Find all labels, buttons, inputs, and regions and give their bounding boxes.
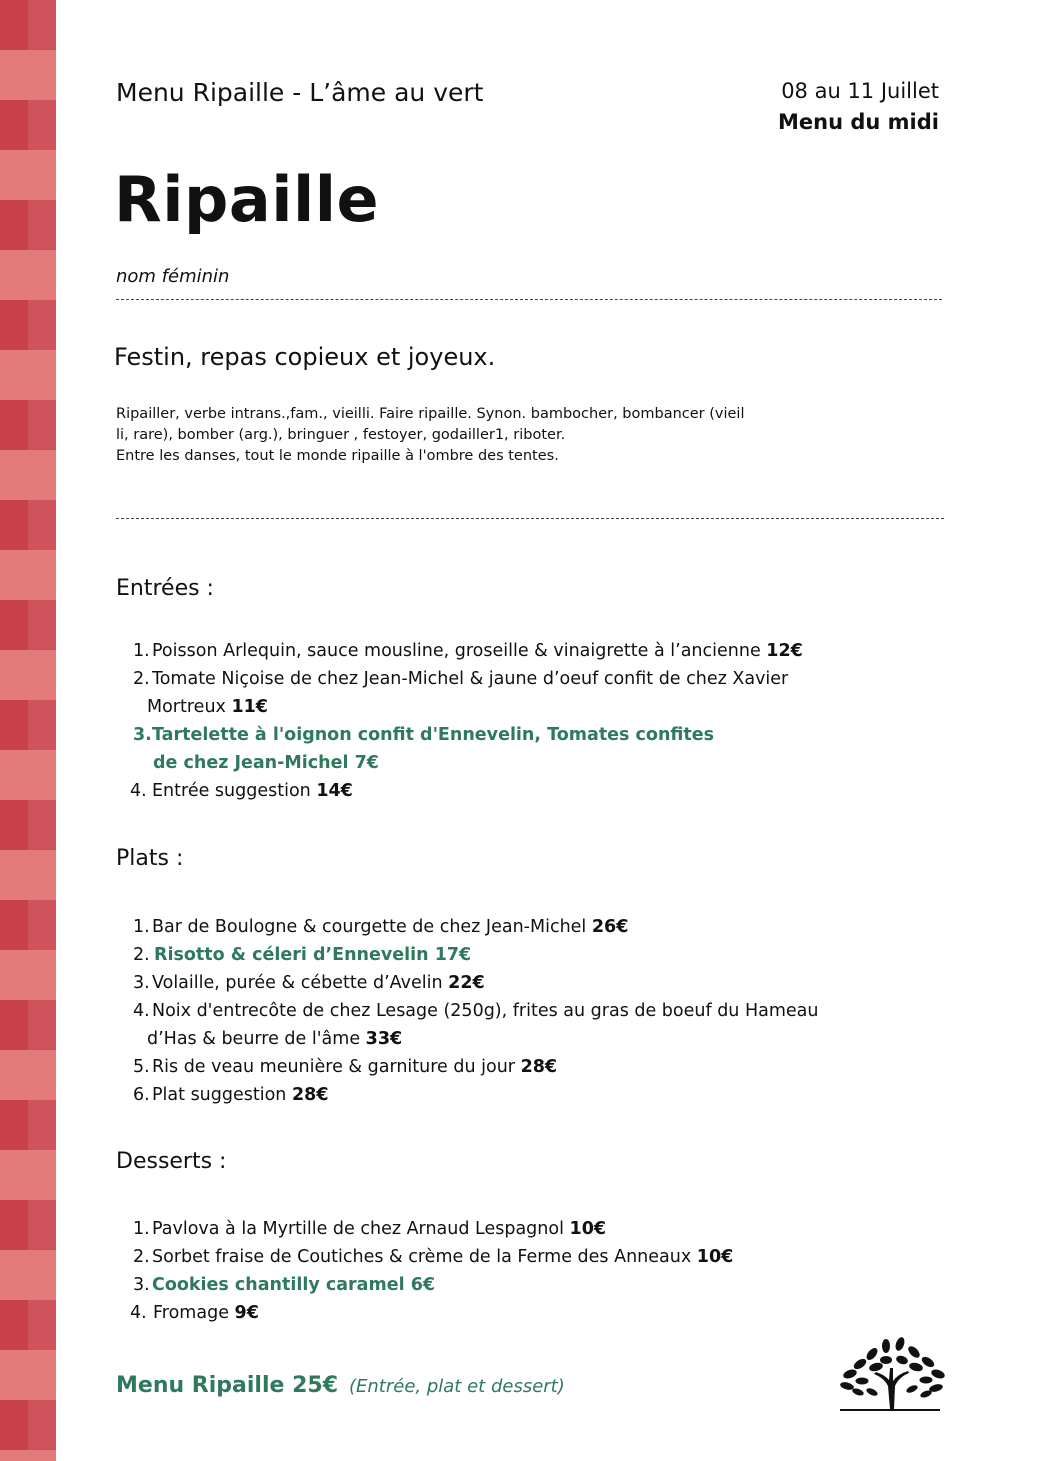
list-item: 6. Plat suggestion 28€ bbox=[133, 1085, 329, 1105]
price: 10€ bbox=[696, 1247, 734, 1267]
list-item: 3. Tartelette à l'oignon confit d'Ennevelin, Tomates confites bbox=[133, 725, 715, 745]
section-title-plats: Plats : bbox=[116, 846, 184, 871]
list-item: 2. Risotto & céleri d’Ennevelin 17€ bbox=[133, 945, 472, 965]
price: 6€ bbox=[410, 1275, 436, 1295]
list-item: 3. Volaille, purée & cébette d’Avelin 22€ bbox=[133, 973, 485, 993]
list-item: 4. Entrée suggestion 14€ bbox=[130, 781, 353, 801]
list-item: 1. Bar de Boulogne & courgette de chez Jean-Michel 26€ bbox=[133, 917, 629, 937]
price: 33€ bbox=[365, 1029, 403, 1049]
definition: Festin, repas copieux et joyeux. bbox=[114, 343, 496, 371]
list-item: 4. Fromage 9€ bbox=[130, 1303, 259, 1323]
price: 12€ bbox=[766, 641, 803, 661]
list-item-continuation: de chez Jean-Michel 7€ bbox=[153, 753, 379, 773]
price: 28€ bbox=[520, 1057, 558, 1077]
note-line: Entre les danses, tout le monde ripaille à l'ombre des tentes. bbox=[116, 448, 559, 464]
note-line: Ripailler, verbe intrans.,fam., vieilli. Faire ripaille. Synon. bambocher, bombancer (vieil bbox=[116, 406, 745, 422]
section-title-entrees: Entrées : bbox=[116, 576, 214, 601]
tree-icon bbox=[838, 1334, 948, 1412]
price: 26€ bbox=[591, 917, 629, 937]
list-item: 2. Sorbet fraise de Coutiches & crème de la Ferme des Anneaux 10€ bbox=[133, 1247, 734, 1267]
price: 28€ bbox=[291, 1085, 329, 1105]
gingham-border bbox=[0, 0, 56, 1461]
list-item: 2. Tomate Niçoise de chez Jean-Michel & jaune d’oeuf confit de chez Xavier bbox=[133, 669, 789, 689]
desserts-list bbox=[116, 1215, 896, 1327]
list-item-continuation: Mortreux 11€ bbox=[147, 697, 268, 717]
menu-name: Menu Ripaille - L’âme au vert bbox=[116, 78, 484, 107]
list-item: 4. Noix d'entrecôte de chez Lesage (250g), frites au gras de boeuf du Hameau bbox=[133, 1001, 819, 1021]
menu-service: Menu du midi bbox=[778, 110, 939, 134]
divider bbox=[116, 299, 942, 300]
price: 9€ bbox=[234, 1303, 259, 1323]
price: 11€ bbox=[231, 697, 268, 717]
price: 7€ bbox=[354, 753, 379, 773]
entrees-list bbox=[116, 637, 896, 805]
page-title: Ripaille bbox=[114, 163, 380, 236]
list-item: 5. Ris de veau meunière & garniture du jour 28€ bbox=[133, 1057, 558, 1077]
price: 10€ bbox=[569, 1219, 607, 1239]
note-line: li, rare), bomber (arg.), bringuer , festoyer, godailler1, riboter. bbox=[116, 427, 566, 443]
formula-note: (Entrée, plat et dessert) bbox=[349, 1376, 565, 1397]
price: 14€ bbox=[316, 781, 353, 801]
header-date-block bbox=[778, 76, 939, 138]
section-title-desserts: Desserts : bbox=[116, 1149, 227, 1174]
formula-name: Menu Ripaille 25€ bbox=[116, 1373, 338, 1398]
list-item: 3. Cookies chantilly caramel 6€ bbox=[133, 1275, 436, 1295]
definition-notes bbox=[116, 404, 816, 467]
price: 17€ bbox=[434, 945, 472, 965]
part-of-speech: nom féminin bbox=[116, 266, 230, 287]
menu-dates: 08 au 11 Juillet bbox=[781, 79, 939, 103]
price: 22€ bbox=[448, 973, 485, 993]
list-item: 1. Pavlova à la Myrtille de chez Arnaud Lespagnol 10€ bbox=[133, 1219, 607, 1239]
list-item: 1. Poisson Arlequin, sauce mousline, groseille & vinaigrette à l’ancienne 12€ bbox=[133, 641, 803, 661]
list-item-continuation: d’Has & beurre de l'âme 33€ bbox=[147, 1029, 403, 1049]
divider bbox=[116, 518, 944, 519]
plats-list bbox=[116, 913, 896, 1109]
menu-formula bbox=[116, 1373, 565, 1398]
